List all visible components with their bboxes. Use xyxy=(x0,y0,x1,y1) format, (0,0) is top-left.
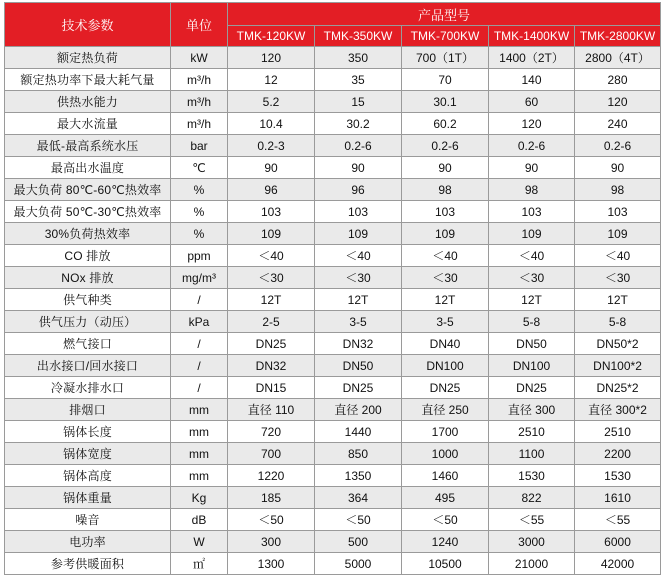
value-cell: 60.2 xyxy=(402,113,489,135)
value-cell: DN25*2 xyxy=(575,377,661,399)
value-cell: ＜30 xyxy=(228,267,315,289)
value-cell: 109 xyxy=(228,223,315,245)
unit-column-header: 单位 xyxy=(171,3,228,47)
param-cell: 供热水能力 xyxy=(5,91,171,113)
param-cell: 排烟口 xyxy=(5,399,171,421)
param-cell: 噪音 xyxy=(5,509,171,531)
unit-cell: mm xyxy=(171,443,228,465)
value-cell: DN40 xyxy=(402,333,489,355)
value-cell: 1440 xyxy=(315,421,402,443)
value-cell: 850 xyxy=(315,443,402,465)
value-cell: DN100 xyxy=(489,355,575,377)
value-cell: 12 xyxy=(228,69,315,91)
value-cell: 1100 xyxy=(489,443,575,465)
value-cell: 12T xyxy=(489,289,575,311)
value-cell: 495 xyxy=(402,487,489,509)
unit-cell: m³/h xyxy=(171,113,228,135)
value-cell: 21000 xyxy=(489,553,575,575)
unit-cell: mg/m³ xyxy=(171,267,228,289)
unit-cell: dB xyxy=(171,509,228,531)
param-cell: 冷凝水排水口 xyxy=(5,377,171,399)
value-cell: 2200 xyxy=(575,443,661,465)
value-cell: 0.2-3 xyxy=(228,135,315,157)
value-cell: 2510 xyxy=(575,421,661,443)
unit-cell: ℃ xyxy=(171,157,228,179)
value-cell: 109 xyxy=(489,223,575,245)
value-cell: 90 xyxy=(402,157,489,179)
table-row xyxy=(5,157,661,179)
value-cell: DN15 xyxy=(228,377,315,399)
param-cell: 最低-最高系统水压 xyxy=(5,135,171,157)
value-cell: 10500 xyxy=(402,553,489,575)
table-row xyxy=(5,113,661,135)
value-cell: 120 xyxy=(489,113,575,135)
param-cell: 参考供暖面积 xyxy=(5,553,171,575)
value-cell: 15 xyxy=(315,91,402,113)
param-cell: 最大负荷 50℃-30℃热效率 xyxy=(5,201,171,223)
value-cell: 60 xyxy=(489,91,575,113)
value-cell: 1220 xyxy=(228,465,315,487)
value-cell: 300 xyxy=(228,531,315,553)
value-cell: 90 xyxy=(315,157,402,179)
value-cell: ＜30 xyxy=(575,267,661,289)
value-cell: 6000 xyxy=(575,531,661,553)
table-row xyxy=(5,377,661,399)
value-cell: 30.2 xyxy=(315,113,402,135)
value-cell: 12T xyxy=(315,289,402,311)
table-row xyxy=(5,509,661,531)
value-cell: DN50 xyxy=(315,355,402,377)
unit-cell: W xyxy=(171,531,228,553)
spec-table-body xyxy=(5,47,661,575)
value-cell: DN32 xyxy=(315,333,402,355)
spec-table-container xyxy=(4,2,660,575)
value-cell: 5.2 xyxy=(228,91,315,113)
value-cell: 240 xyxy=(575,113,661,135)
value-cell: ＜40 xyxy=(575,245,661,267)
value-cell: 70 xyxy=(402,69,489,91)
table-row xyxy=(5,289,661,311)
unit-cell: / xyxy=(171,355,228,377)
param-cell: 锅体高度 xyxy=(5,465,171,487)
value-cell: 35 xyxy=(315,69,402,91)
value-cell: 1610 xyxy=(575,487,661,509)
param-cell: 最大负荷 80℃-60℃热效率 xyxy=(5,179,171,201)
value-cell: 120 xyxy=(228,47,315,69)
table-row xyxy=(5,399,661,421)
value-cell: ＜40 xyxy=(489,245,575,267)
value-cell: 1000 xyxy=(402,443,489,465)
value-cell: 96 xyxy=(228,179,315,201)
value-cell: 90 xyxy=(575,157,661,179)
value-cell: 12T xyxy=(402,289,489,311)
value-cell: 103 xyxy=(575,201,661,223)
value-cell: 109 xyxy=(575,223,661,245)
value-cell: 0.2-6 xyxy=(315,135,402,157)
value-cell: DN32 xyxy=(228,355,315,377)
value-cell: 0.2-6 xyxy=(575,135,661,157)
param-cell: 锅体宽度 xyxy=(5,443,171,465)
unit-cell: mm xyxy=(171,421,228,443)
value-cell: 98 xyxy=(402,179,489,201)
value-cell: ＜55 xyxy=(489,509,575,531)
table-row xyxy=(5,91,661,113)
table-row xyxy=(5,553,661,575)
unit-cell: % xyxy=(171,179,228,201)
model-header: TMK-120KW xyxy=(228,26,315,47)
value-cell: 12T xyxy=(575,289,661,311)
value-cell: 1400（2T） xyxy=(489,47,575,69)
value-cell: 90 xyxy=(228,157,315,179)
value-cell: 直径 300*2 xyxy=(575,399,661,421)
value-cell: 350 xyxy=(315,47,402,69)
value-cell: 96 xyxy=(315,179,402,201)
model-header: TMK-1400KW xyxy=(489,26,575,47)
value-cell: DN25 xyxy=(402,377,489,399)
value-cell: 30.1 xyxy=(402,91,489,113)
value-cell: 103 xyxy=(315,201,402,223)
unit-cell: % xyxy=(171,223,228,245)
value-cell: DN25 xyxy=(315,377,402,399)
param-cell: 额定热负荷 xyxy=(5,47,171,69)
value-cell: 700（1T） xyxy=(402,47,489,69)
value-cell: ＜55 xyxy=(575,509,661,531)
unit-cell: % xyxy=(171,201,228,223)
table-row xyxy=(5,465,661,487)
table-row xyxy=(5,421,661,443)
table-row xyxy=(5,333,661,355)
value-cell: 185 xyxy=(228,487,315,509)
value-cell: DN50 xyxy=(489,333,575,355)
param-cell: 电功率 xyxy=(5,531,171,553)
table-row xyxy=(5,355,661,377)
value-cell: 109 xyxy=(315,223,402,245)
value-cell: 822 xyxy=(489,487,575,509)
value-cell: 2800（4T） xyxy=(575,47,661,69)
value-cell: 90 xyxy=(489,157,575,179)
value-cell: 3-5 xyxy=(402,311,489,333)
value-cell: 1350 xyxy=(315,465,402,487)
param-cell: 30%负荷热效率 xyxy=(5,223,171,245)
value-cell: 5000 xyxy=(315,553,402,575)
value-cell: 720 xyxy=(228,421,315,443)
value-cell: 1300 xyxy=(228,553,315,575)
value-cell: 5-8 xyxy=(575,311,661,333)
unit-cell: ㎡ xyxy=(171,553,228,575)
value-cell: 1700 xyxy=(402,421,489,443)
value-cell: 0.2-6 xyxy=(402,135,489,157)
value-cell: 140 xyxy=(489,69,575,91)
value-cell: 103 xyxy=(402,201,489,223)
param-cell: 锅体重量 xyxy=(5,487,171,509)
table-row xyxy=(5,245,661,267)
value-cell: ＜40 xyxy=(228,245,315,267)
value-cell: ＜50 xyxy=(228,509,315,531)
table-row xyxy=(5,487,661,509)
value-cell: 10.4 xyxy=(228,113,315,135)
value-cell: 1530 xyxy=(575,465,661,487)
value-cell: 直径 250 xyxy=(402,399,489,421)
param-cell: NOx 排放 xyxy=(5,267,171,289)
unit-cell: kPa xyxy=(171,311,228,333)
table-row xyxy=(5,135,661,157)
unit-cell: mm xyxy=(171,465,228,487)
param-cell: 出水接口/回水接口 xyxy=(5,355,171,377)
value-cell: DN100 xyxy=(402,355,489,377)
value-cell: DN50*2 xyxy=(575,333,661,355)
unit-cell: bar xyxy=(171,135,228,157)
param-cell: CO 排放 xyxy=(5,245,171,267)
value-cell: 直径 300 xyxy=(489,399,575,421)
param-cell: 额定热功率下最大耗气量 xyxy=(5,69,171,91)
value-cell: 500 xyxy=(315,531,402,553)
unit-cell: / xyxy=(171,289,228,311)
header-row-top xyxy=(5,3,661,26)
value-cell: 98 xyxy=(575,179,661,201)
value-cell: ＜30 xyxy=(402,267,489,289)
unit-cell: kW xyxy=(171,47,228,69)
value-cell: 280 xyxy=(575,69,661,91)
value-cell: 12T xyxy=(228,289,315,311)
model-header: TMK-700KW xyxy=(402,26,489,47)
model-group-header: 产品型号 xyxy=(228,3,661,26)
table-row xyxy=(5,223,661,245)
value-cell: 109 xyxy=(402,223,489,245)
unit-cell: m³/h xyxy=(171,91,228,113)
value-cell: DN25 xyxy=(228,333,315,355)
table-row xyxy=(5,69,661,91)
value-cell: 98 xyxy=(489,179,575,201)
value-cell: ＜30 xyxy=(315,267,402,289)
table-row xyxy=(5,201,661,223)
value-cell: 42000 xyxy=(575,553,661,575)
value-cell: ＜30 xyxy=(489,267,575,289)
param-cell: 最大水流量 xyxy=(5,113,171,135)
value-cell: ＜40 xyxy=(402,245,489,267)
unit-cell: m³/h xyxy=(171,69,228,91)
value-cell: 1530 xyxy=(489,465,575,487)
value-cell: 直径 200 xyxy=(315,399,402,421)
param-cell: 供气种类 xyxy=(5,289,171,311)
value-cell: 120 xyxy=(575,91,661,113)
table-row xyxy=(5,443,661,465)
model-header: TMK-2800KW xyxy=(575,26,661,47)
value-cell: 1460 xyxy=(402,465,489,487)
param-cell: 锅体长度 xyxy=(5,421,171,443)
table-row xyxy=(5,47,661,69)
value-cell: 直径 110 xyxy=(228,399,315,421)
value-cell: 3000 xyxy=(489,531,575,553)
value-cell: 2510 xyxy=(489,421,575,443)
unit-cell: / xyxy=(171,377,228,399)
param-cell: 供气压力（动压） xyxy=(5,311,171,333)
table-row xyxy=(5,267,661,289)
value-cell: ＜50 xyxy=(402,509,489,531)
value-cell: 0.2-6 xyxy=(489,135,575,157)
value-cell: 2-5 xyxy=(228,311,315,333)
value-cell: DN100*2 xyxy=(575,355,661,377)
value-cell: DN25 xyxy=(489,377,575,399)
value-cell: 1240 xyxy=(402,531,489,553)
value-cell: 103 xyxy=(489,201,575,223)
table-row xyxy=(5,531,661,553)
value-cell: ＜40 xyxy=(315,245,402,267)
value-cell: 364 xyxy=(315,487,402,509)
value-cell: 700 xyxy=(228,443,315,465)
value-cell: 3-5 xyxy=(315,311,402,333)
param-column-header: 技术参数 xyxy=(5,3,171,47)
spec-table xyxy=(4,2,661,575)
value-cell: 5-8 xyxy=(489,311,575,333)
value-cell: ＜50 xyxy=(315,509,402,531)
param-cell: 燃气接口 xyxy=(5,333,171,355)
unit-cell: / xyxy=(171,333,228,355)
unit-cell: ppm xyxy=(171,245,228,267)
unit-cell: Kg xyxy=(171,487,228,509)
table-row xyxy=(5,179,661,201)
param-cell: 最高出水温度 xyxy=(5,157,171,179)
table-row xyxy=(5,311,661,333)
value-cell: 103 xyxy=(228,201,315,223)
model-header: TMK-350KW xyxy=(315,26,402,47)
unit-cell: mm xyxy=(171,399,228,421)
